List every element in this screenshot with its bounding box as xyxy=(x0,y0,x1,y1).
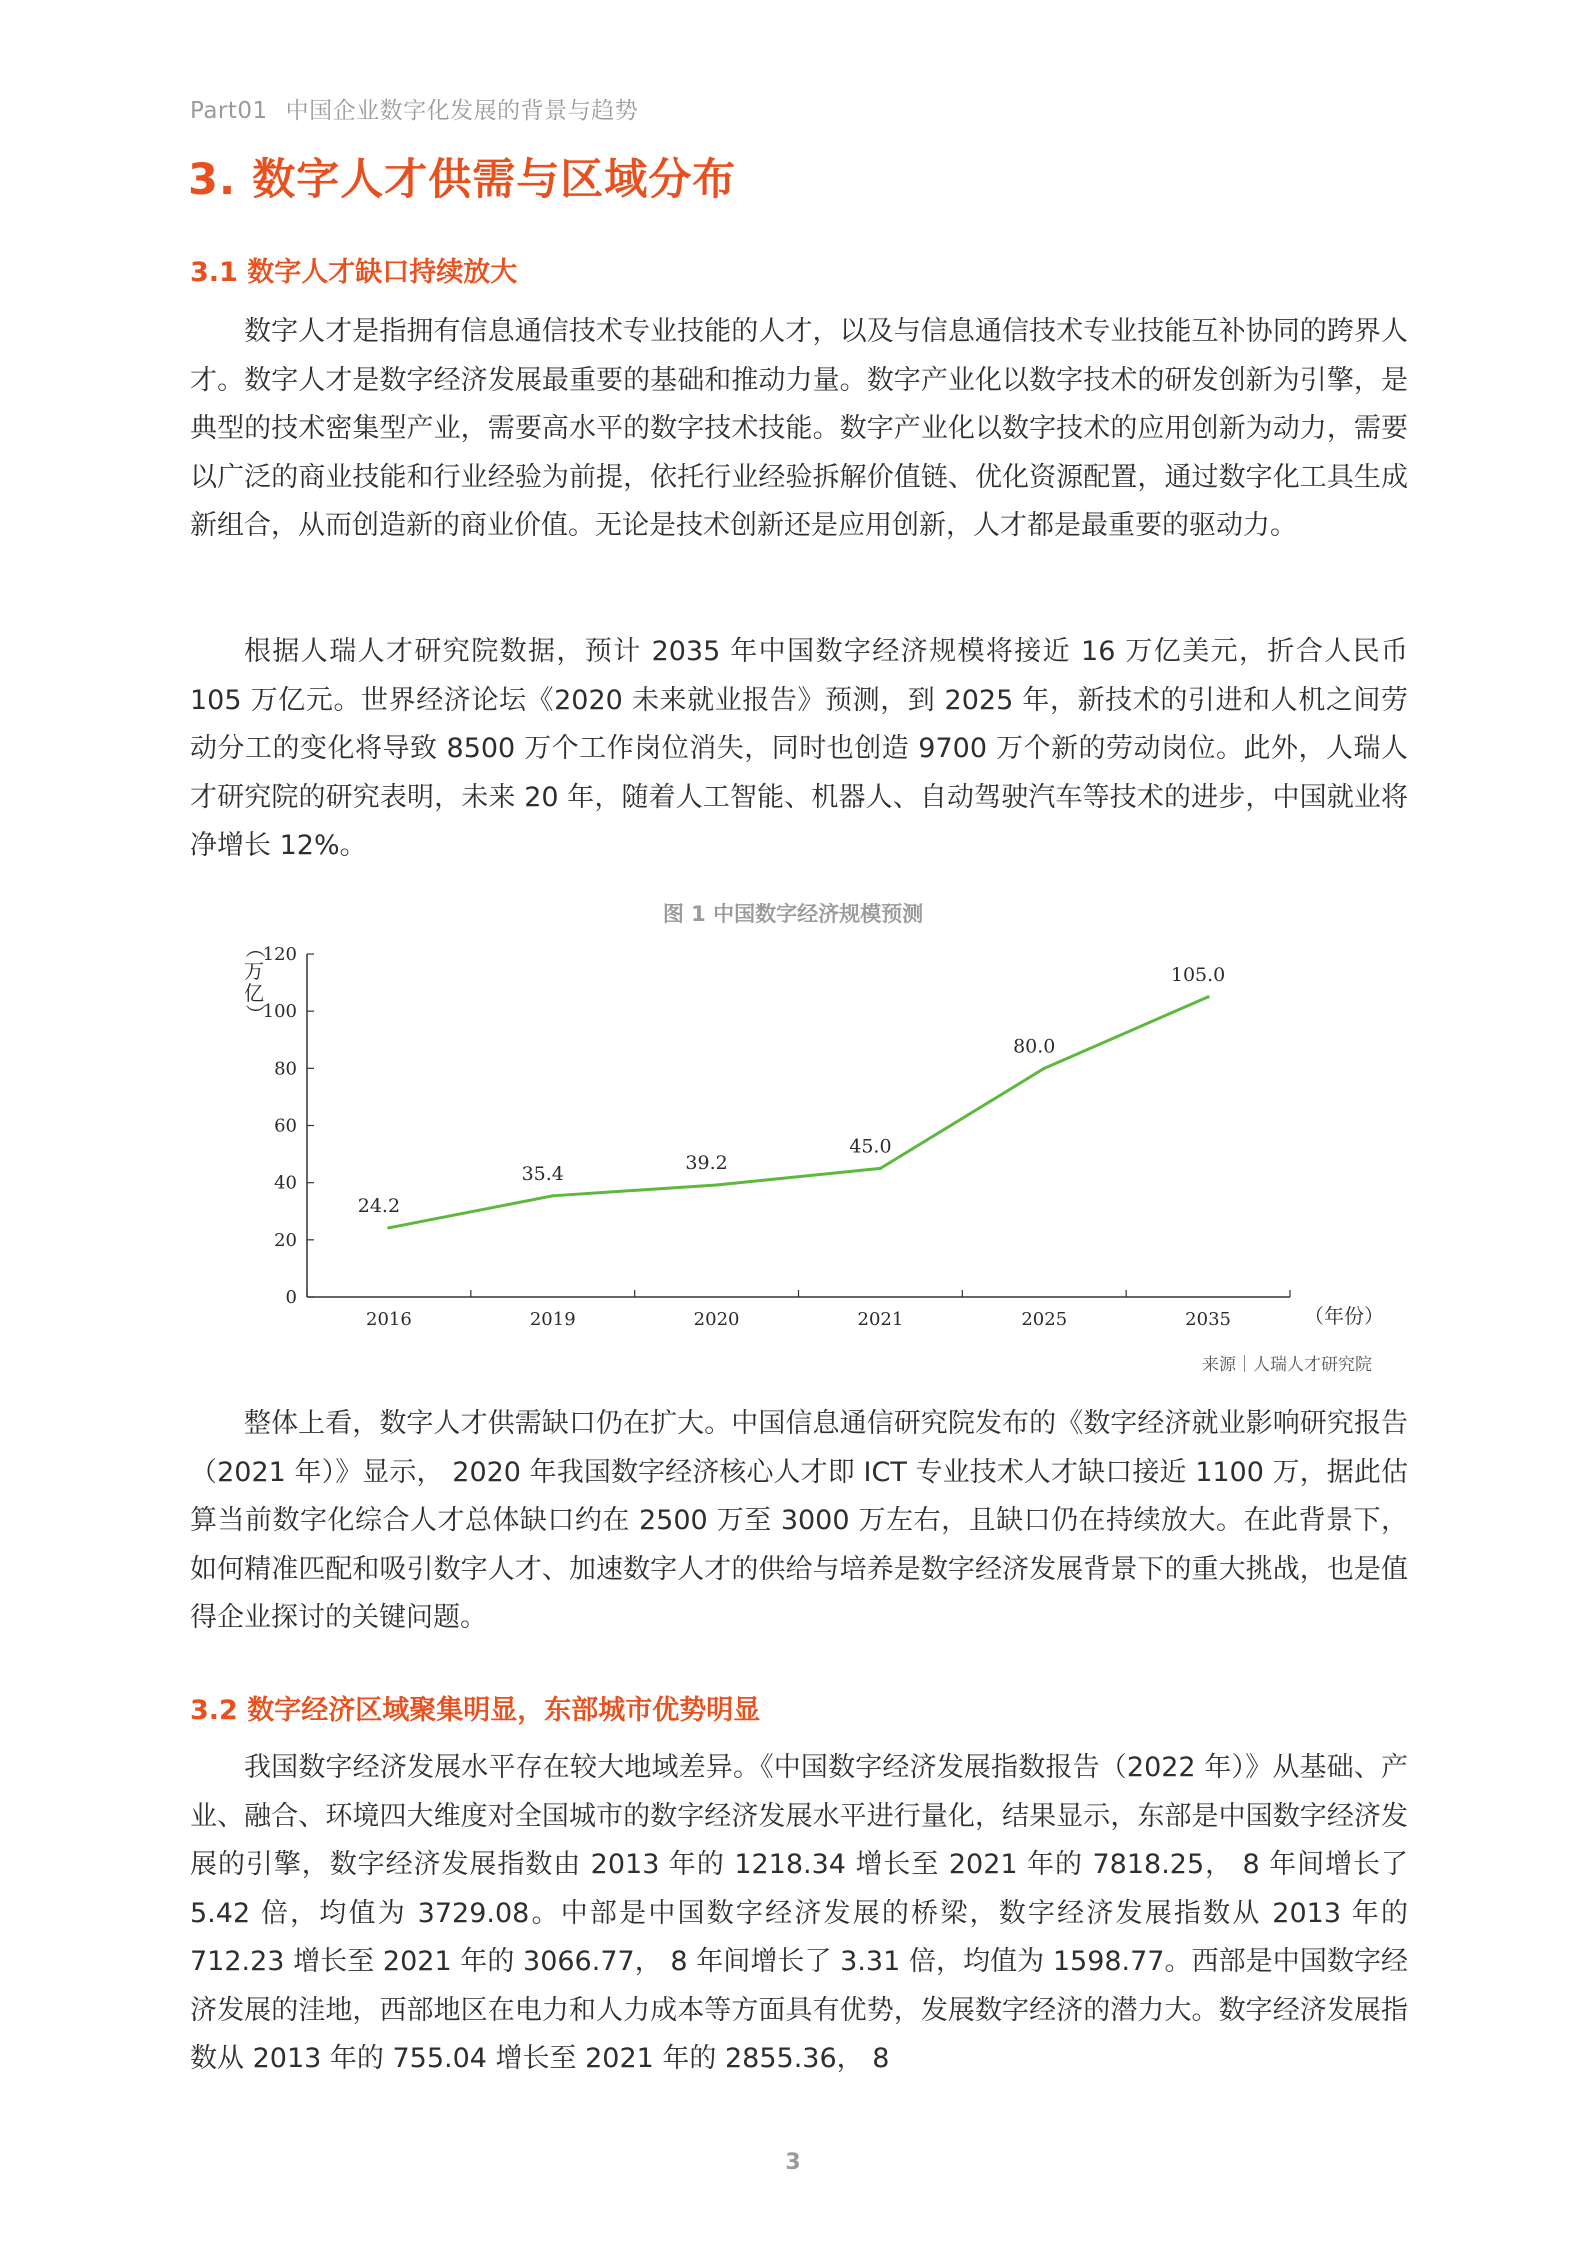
figure-title: 图 1 中国数字经济规模预测 xyxy=(662,902,924,926)
subsection-title-3-2: 3.2 数字经济区域聚集明显，东部城市优势明显 xyxy=(190,1695,761,1726)
page-number: 3 xyxy=(785,2150,801,2175)
data-point xyxy=(387,1226,390,1229)
y-tick-label: 100 xyxy=(262,1001,297,1023)
y-tick-label: 40 xyxy=(274,1172,297,1194)
subsection-title-3-1: 3.1 数字人才缺口持续放大 xyxy=(190,257,518,288)
y-tick-label: 0 xyxy=(285,1287,297,1308)
paragraph-talent-gap: 整体上看，数字人才供需缺口仍在扩大。中国信息通信研究院发布的《数字经济就业影响研究报告（2021 年）》显示， 2020 年我国数字经济核心人才即 ICT 专业技术人才缺口接近 1100 万，据此估算当前数字化综合人才总体缺口约在 2500 万至 3000 万左右，且缺口仍在持续放大。在此背景下，如何精准匹配和吸引数字人才、加速数字人才的供给与培养是数字经济发展背景下的重大挑战，也是值得企业探讨的关键问题。 xyxy=(190,1408,1408,1633)
header-title: 中国企业数字化发展的背景与趋势 xyxy=(285,98,639,124)
x-tick-label: 2035 xyxy=(1185,1309,1231,1330)
data-label: 39.2 xyxy=(685,1151,728,1174)
y-tick-label: 80 xyxy=(274,1058,297,1080)
data-label: 45.0 xyxy=(849,1135,892,1158)
x-tick-label: 2019 xyxy=(529,1309,576,1330)
paragraph-digital-talent-definition: 数字人才是指拥有信息通信技术专业技能的人才，以及与信息通信技术专业技能互补协同的跨界人才。数字人才是数字经济发展最重要的基础和推动力量。数字产业化以数字技术的研发创新为引擎，是典型的技术密集型产业，需要高水平的数字技术技能。数字产业化以数字技术的应用创新为动力，需要以广泛的商业技能和行业经验为前提，依托行业经验拆解价值链、优化资源配置，通过数字化工具生成新组合，从而创造新的商业价值。无论是技术创新还是应用创新，人才都是最重要的驱动力。 xyxy=(190,316,1408,541)
x-axis-label: （年份） xyxy=(1304,1304,1384,1328)
data-point xyxy=(1043,1067,1046,1070)
data-point xyxy=(715,1183,718,1186)
data-point xyxy=(1206,995,1209,998)
paragraph-digital-economy-forecast: 根据人瑞人才研究院数据，预计 2035 年中国数字经济规模将接近 16 万亿美元，折合人民币 105 万亿元。世界经济论坛《2020 未来就业报告》预测，到 2025 年，新技术的引进和人机之间劳动分工的变化将导致 8500 万个工作岗位消失，同时也创造 9700 万个新的劳动岗位。此外，人瑞人才研究院的研究表明，未来 20 年，随着人工智能、机器人、自动驾驶汽车等技术的进步，中国就业将净增长 12%。 xyxy=(190,636,1408,861)
y-tick-label: 120 xyxy=(262,944,297,965)
y-axis-label-char: ） xyxy=(243,1004,267,1024)
header-part: Part01 xyxy=(190,98,268,124)
section-title: 3. 数字人才供需与区域分布 xyxy=(188,155,737,205)
x-tick-label: 2021 xyxy=(857,1309,904,1330)
x-tick-label: 2016 xyxy=(366,1309,412,1330)
y-axis-label-char: 亿 xyxy=(244,981,264,1005)
x-tick-label: 2025 xyxy=(1021,1309,1068,1330)
series-line xyxy=(389,997,1208,1228)
figure-source: 来源｜人瑞人才研究院 xyxy=(1202,1355,1372,1375)
y-tick-label: 60 xyxy=(274,1115,297,1137)
data-point xyxy=(879,1167,882,1170)
x-tick-label: 2020 xyxy=(693,1309,740,1330)
data-label: 80.0 xyxy=(1013,1035,1056,1058)
data-label: 105.0 xyxy=(1170,963,1226,986)
paragraph-regional-distribution: 我国数字经济发展水平存在较大地域差异。《中国数字经济发展指数报告（2022 年）》从基础、产业、融合、环境四大维度对全国城市的数字经济发展水平进行量化，结果显示，东部是中国数字经济发展的引擎，数字经济发展指数由 2013 年的 1218.34 增长至 2021 年的 7818.25， 8 年间增长了 5.42 倍，均值为 3729.08。中部是中国数字经济发展的桥梁，数字经济发展指数从 2013 年的 712.23 增长至 2021 年的 3066.77， 8 年间增长了 3.31 倍，均值为 1598.77。西部是中国数字经济发展的洼地，西部地区在电力和人力成本等方面具有优势，发展数字经济的潜力大。数字经济发展指数从 2013 年的 755.04 增长至 2021 年的 2855.36， 8 xyxy=(190,1752,1408,2074)
data-label: 24.2 xyxy=(357,1194,401,1217)
data-point xyxy=(551,1194,554,1197)
y-tick-label: 20 xyxy=(274,1229,297,1251)
data-label: 35.4 xyxy=(521,1162,564,1185)
y-axis-label-char: 万 xyxy=(244,959,264,983)
y-axis-label-char: （ xyxy=(243,938,267,958)
